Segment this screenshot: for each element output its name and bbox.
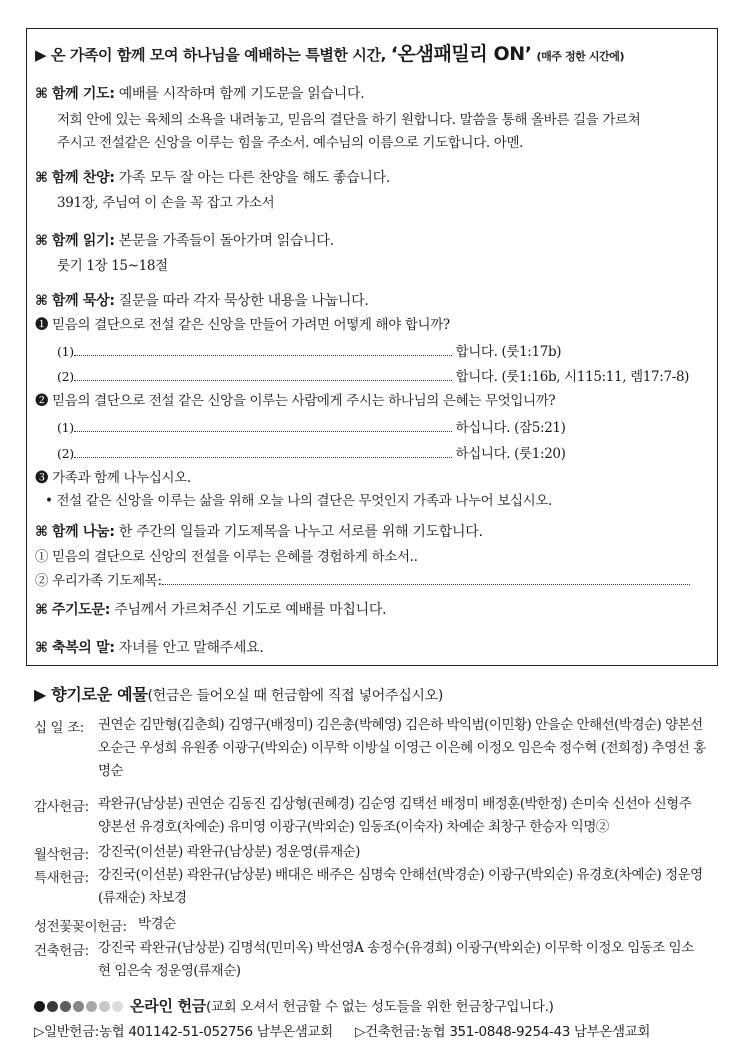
dot-icon [60, 1001, 71, 1012]
online-title-text: 온라인 헌금 [130, 997, 206, 1015]
section-mark-icon: ⌘ [35, 524, 48, 540]
answer-blank[interactable] [74, 345, 452, 356]
lords-prayer-heading [35, 599, 386, 619]
question-2-text: 믿음의 결단으로 전설 같은 신앙을 이루는 사람에게 주시는 하나님의 은혜는 무엇입니까? [52, 393, 556, 409]
offering-group-names: 강진국(이선분) 곽완규(남상분) 배대은 배주은 심명숙 안해선(박경순) 이광구(박외순) 유경호(차예순) 정운영(류재순) 차보경 [98, 867, 703, 906]
meditation-heading [35, 290, 369, 310]
section-mark-icon: ⌘ [35, 293, 48, 309]
offering-group-names: 강진국(이선분) 곽완규(남상분) 정운영(류재순) [98, 844, 360, 860]
answer-ref: 합니다. (룻1:16b, 시115:11, 렘17:7-8) [455, 369, 690, 385]
offering-group-names: 곽완규(남상분) 권연순 김동진 김상형(권혜경) 김순영 김택선 배정미 배정훈(박한정) 손미숙 신선아 신형주 양본선 유경호(차예순) 유미영 이광구(박외순) 임동조(이숙자) 차예순 최창구 한승자 익명② [98, 796, 692, 835]
dot-icon [112, 1001, 123, 1012]
worship-title-note: (매주 정한 시간에) [536, 50, 625, 63]
answer-1-2 [57, 365, 689, 385]
online-note: (교회 오셔서 헌금할 수 없는 성도들을 위한 헌금창구입니다.) [205, 999, 554, 1015]
dot-icon [86, 1001, 97, 1012]
offering-group-names: 권연순 김만형(김춘희) 김영구(배정미) 김은총(박혜영) 김은하 박익범(이민황) 안을순 안해선(박경순) 양본선 오순근 우성희 유원종 이광구(박외순) 이무학 이방실 이영근 이은혜 이정오 임은숙 정수혁 (전희정) 추영선 홍명순 [98, 717, 706, 779]
answer-num: (1) [57, 420, 74, 435]
offering-group-label: 특새헌금: [34, 870, 89, 886]
sharing-heading [35, 521, 483, 541]
online-account-building: ▷건축헌금:농협 351-0848-9254-43 남부온샘교회 [355, 1024, 651, 1040]
sharing-line-2 [35, 569, 690, 589]
worship-brand: ‘온샘패밀리 ON’ [390, 43, 532, 65]
meditation-label: 함께 묵상: [51, 293, 115, 309]
sharing-label: 함께 나눔: [51, 524, 115, 540]
question-3-text: 가족과 함께 나누십시오. [52, 470, 191, 486]
dot-icon [34, 1001, 45, 1012]
prayer-line-1: 저희 안에 있는 육체의 소욕을 내려놓고, 믿음의 결단을 하기 원합니다. 말씀을 통해 올바른 길을 가르쳐 [57, 112, 641, 128]
praise-label: 함께 찬양: [51, 170, 115, 186]
answer-ref: 하십니다. (룻1:20) [455, 446, 566, 462]
answer-num: (1) [57, 344, 74, 359]
reading-line-1: 룻기 1장 15~18절 [57, 258, 168, 274]
section-mark-icon: ⌘ [35, 86, 48, 102]
dot-icon [47, 1001, 58, 1012]
offering-group-names: 박경순 [138, 916, 176, 932]
prayer-heading [35, 83, 364, 103]
number-2-icon: ❷ [35, 393, 49, 409]
dot-icon [73, 1001, 84, 1012]
answer-num: (2) [57, 446, 74, 461]
answer-blank[interactable] [74, 421, 452, 432]
section-mark-icon: ⌘ [35, 602, 48, 618]
online-account-general: ▷일반헌금:농협 401142-51-052756 남부온샘교회 [34, 1024, 333, 1040]
answer-1-1 [57, 340, 561, 360]
question-3-bullet: • 전설 같은 신앙을 이루는 삶을 위해 오늘 나의 결단은 무엇인지 가족과 나누어 보십시오. [45, 493, 552, 509]
reading-label: 함께 읽기: [51, 233, 115, 249]
question-2 [35, 389, 555, 409]
dot-icon [99, 1001, 110, 1012]
offering-note: (헌금은 들어오실 때 헌금함에 직접 넣어주십시오) [147, 688, 444, 704]
online-title [34, 995, 554, 1016]
praise-heading [35, 167, 390, 187]
praise-line-1: 391장, 주님여 이 손을 꼭 잡고 가소서 [57, 195, 275, 211]
prayer-label: 함께 기도: [51, 86, 115, 102]
answer-ref: 합니다. (룻1:17b) [455, 344, 562, 360]
meditation-desc: 질문을 따라 각자 묵상한 내용을 나눕니다. [118, 293, 369, 309]
prayer-line-2: 주시고 전설같은 신앙을 이루는 힘을 주소서. 예수님의 이름으로 기도합니다. 아멘. [57, 135, 524, 151]
offering-group-label: 건축헌금: [34, 943, 89, 959]
reading-heading [35, 230, 334, 250]
praise-desc: 가족 모두 잘 아는 다른 찬양을 해도 좋습니다. [118, 170, 391, 186]
sharing-desc: 한 주간의 일들과 기도제목을 나누고 서로를 위해 기도합니다. [118, 524, 483, 540]
lords-prayer-desc: 주님께서 가르쳐주신 기도로 예배를 마칩니다. [114, 602, 387, 618]
answer-num: (2) [57, 369, 74, 384]
section-mark-icon: ⌘ [35, 640, 48, 656]
dot-decoration-icon [34, 996, 125, 1015]
answer-2-2 [57, 442, 566, 462]
offering-group-label: 감사헌금: [34, 799, 89, 815]
blessing-desc: 자녀를 안고 말해주세요. [118, 640, 264, 656]
question-1 [35, 313, 450, 333]
answer-blank[interactable] [74, 370, 452, 381]
offering-group-label: 십 일 조: [34, 720, 84, 736]
offering-group-names: 강진국 곽완규(남상분) 김명석(민미옥) 박선영A 송정수(유경희) 이광구(박외순) 이무학 이정오 임동조 임소현 임은숙 정운영(류재순) [98, 940, 694, 979]
number-1-icon: ❶ [35, 317, 49, 333]
offering-title [34, 682, 443, 705]
offering-group-label: 성전꽃꽂이헌금: [34, 919, 127, 935]
question-3 [35, 466, 191, 486]
family-prayer-label: ② 우리가족 기도제목: [35, 573, 162, 589]
blessing-label: 축복의 말: [51, 640, 115, 656]
family-worship-box [26, 28, 718, 666]
prayer-desc: 예배를 시작하며 함께 기도문을 읽습니다. [118, 86, 365, 102]
offering-group-label: 월삭헌금: [34, 847, 89, 863]
number-3-icon: ❸ [35, 470, 49, 486]
worship-title [35, 39, 624, 66]
question-1-text: 믿음의 결단으로 전설 같은 신앙을 만들어 가려면 어떻게 해야 합니까? [52, 317, 450, 333]
worship-title-text: ▶ 온 가족이 함께 모여 하나님을 예배하는 특별한 시간, [35, 46, 391, 64]
section-mark-icon: ⌘ [35, 170, 48, 186]
family-prayer-blank[interactable] [162, 574, 690, 585]
offering-title-text: ▶ 향기로운 예물 [34, 685, 148, 704]
answer-2-1 [57, 416, 566, 436]
answer-blank[interactable] [74, 447, 452, 458]
section-mark-icon: ⌘ [35, 233, 48, 249]
answer-ref: 하십니다. (잠5:21) [455, 420, 566, 436]
blessing-heading [35, 637, 264, 657]
reading-desc: 본문을 가족들이 돌아가며 읽습니다. [118, 233, 334, 249]
lords-prayer-label: 주기도문: [51, 602, 111, 618]
sharing-line-1: ① 믿음의 결단으로 신앙의 전설을 이루는 은혜를 경험하게 하소서.. [35, 549, 418, 565]
